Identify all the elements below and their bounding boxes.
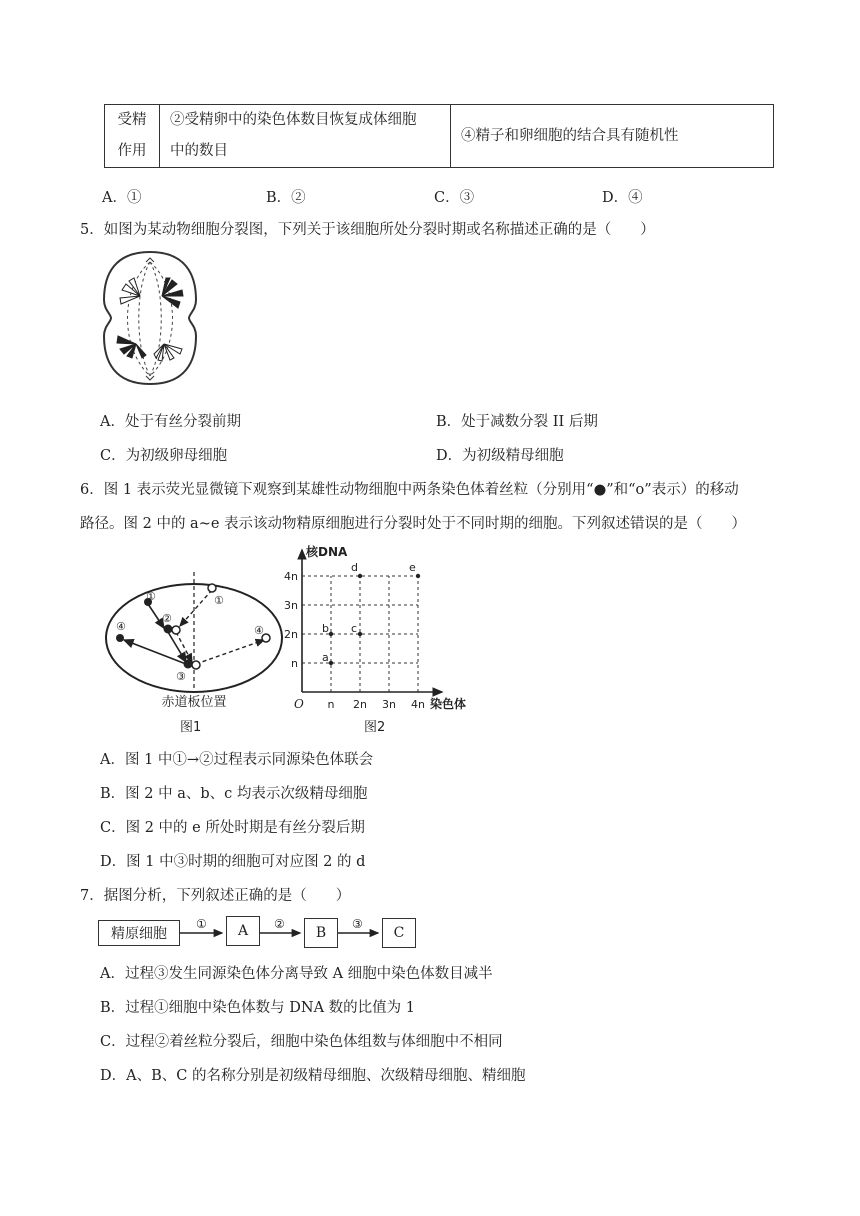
q5-option-d[interactable]: D．为初级精母细胞 [436, 448, 564, 464]
cell-2-line2: 中的数目 [170, 143, 228, 159]
q4-option-a[interactable]: A．① [102, 190, 142, 206]
fig1-label: 图1 [180, 720, 202, 735]
flow-step-2: ② [274, 917, 285, 931]
fig2-y-tick-label: n [291, 657, 298, 670]
fig2-x-tick-label: n [327, 698, 335, 711]
fig2-point-a [329, 661, 333, 665]
q6-option-d[interactable]: D．图 1 中③时期的细胞可对应图 2 的 d [100, 854, 366, 870]
q7-option-d[interactable]: D．A、B、C 的名称分别是初级精母细胞、次级精母细胞、精细胞 [100, 1068, 526, 1084]
fig2-point-c [358, 632, 362, 636]
fig1-marker: ① [146, 590, 156, 603]
fig1-marker: ③ [176, 670, 186, 683]
q6-figure2-chart [284, 542, 484, 718]
q5-option-c[interactable]: C．为初级卵母细胞 [100, 448, 228, 464]
q7-option-c[interactable]: C．过程②着丝粒分裂后，细胞中染色体组数与体细胞中不相同 [100, 1034, 503, 1050]
row-header-line1: 受精 [117, 112, 147, 128]
fig1-marker: ④ [116, 620, 126, 633]
fig2-x-tick-label: 2n [353, 698, 367, 711]
flow-box-b: B [304, 918, 338, 948]
q4-option-b[interactable]: B．② [266, 190, 306, 206]
fig2-x-axis-title: 染色体 [430, 697, 467, 711]
q6-option-c[interactable]: C．图 2 中的 e 所处时期是有丝分裂后期 [100, 820, 365, 836]
q6-figure1 [100, 568, 290, 718]
fig1-marker: ② [162, 612, 172, 625]
fig1-marker: ④ [254, 624, 264, 637]
q5-option-b[interactable]: B．处于减数分裂 II 后期 [436, 414, 598, 430]
fig2-point-label-e: e [409, 561, 416, 574]
fig2-point-label-d: d [351, 561, 358, 574]
q5-option-a[interactable]: A．处于有丝分裂前期 [100, 414, 241, 430]
q4-option-d[interactable]: D．④ [602, 190, 643, 206]
fig2-point-d [358, 574, 362, 578]
fig2-y-axis-title: 核DNA [306, 545, 348, 559]
fig2-y-tick-label: 3n [284, 599, 298, 612]
flow-step-3: ③ [352, 917, 363, 931]
q7-stem: 7．据图分析，下列叙述正确的是（ ） [80, 888, 351, 904]
fig2-point-label-a: a [322, 651, 329, 664]
table-cell-2 [160, 105, 451, 168]
q6-stem-line1: 6．图 1 表示荧光显微镜下观察到某雄性动物细胞中两条染色体着丝粒（分别用“●”和“o”表示）的移动 [80, 482, 739, 498]
flow-step-1: ① [196, 917, 207, 931]
fig1-caption: 赤道板位置 [161, 695, 227, 710]
fig2-point-label-c: c [351, 622, 358, 635]
q7-option-b[interactable]: B．过程①细胞中染色体数与 DNA 数的比值为 1 [100, 1000, 415, 1016]
fig2-label: 图2 [364, 720, 386, 735]
q6-stem-line2: 路径。图 2 中的 a~e 表示该动物精原细胞进行分裂时处于不同时期的细胞。下列叙述错误的是（ ） [80, 516, 747, 532]
fig2-x-tick-label: 4n [411, 698, 425, 711]
flow-box-c: C [382, 918, 416, 948]
fig2-point-label-b: b [322, 622, 329, 635]
fig2-y-tick-label: 4n [284, 570, 298, 583]
table-cell-4: ④精子和卵细胞的结合具有随机性 [451, 105, 774, 168]
q7-option-a[interactable]: A．过程③发生同源染色体分离导致 A 细胞中染色体数目减半 [100, 966, 493, 982]
flow-box-a: A [226, 916, 260, 946]
fig1-marker: ① [214, 594, 224, 607]
fig2-origin: O [294, 697, 304, 711]
fig2-point-b [329, 632, 333, 636]
q5-stem: 5．如图为某动物细胞分裂图，下列关于该细胞所处分裂时期或名称描述正确的是（ ） [80, 222, 655, 238]
fig2-x-tick-label: 3n [382, 698, 396, 711]
q4-table [104, 104, 774, 168]
cell-2-line1: ②受精卵中的染色体数目恢复成体细胞 [170, 112, 417, 128]
q4-option-c[interactable]: C．③ [434, 190, 475, 206]
q6-option-b[interactable]: B．图 2 中 a、b、c 均表示次级精母细胞 [100, 786, 368, 802]
q5-cell-figure [100, 248, 200, 388]
fig2-point-e [416, 574, 420, 578]
table-row-header [105, 105, 160, 168]
q6-option-a[interactable]: A．图 1 中①→②过程表示同源染色体联会 [100, 752, 374, 768]
row-header-line2: 作用 [117, 143, 147, 159]
fig2-y-tick-label: 2n [284, 628, 298, 641]
flow-start-box: 精原细胞 [98, 920, 180, 946]
